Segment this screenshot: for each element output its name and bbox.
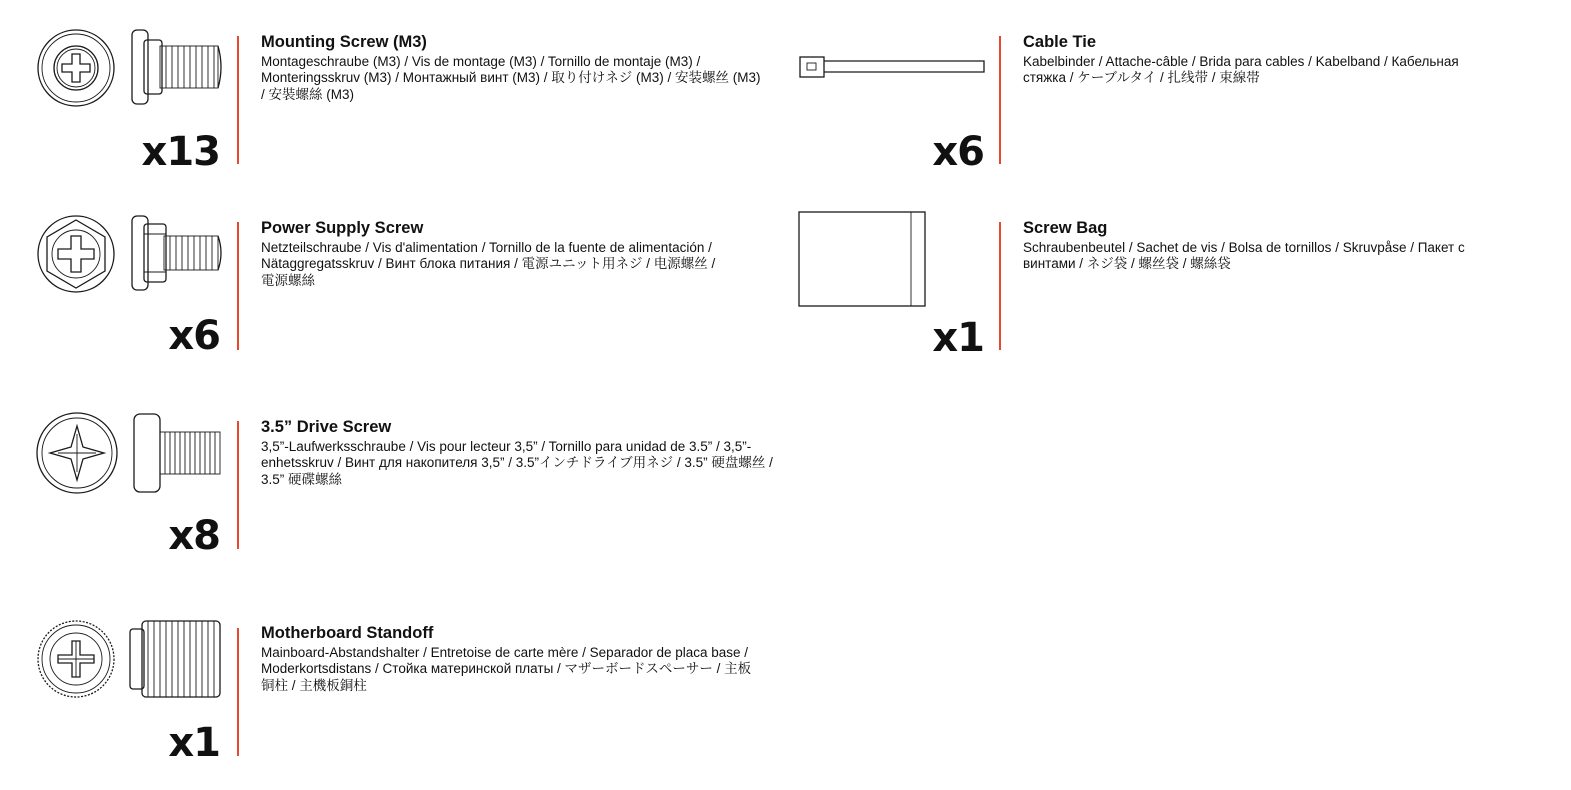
screw-bag-icon xyxy=(798,210,928,310)
accent-divider xyxy=(237,628,239,756)
item-title: Screw Bag xyxy=(1023,219,1108,237)
motherboard-standoff-icon xyxy=(36,619,236,699)
drive-screw-icon xyxy=(36,412,236,494)
quantity-label: x6 xyxy=(168,313,220,359)
quantity-label: x13 xyxy=(141,129,220,175)
item-description: Mainboard-Abstandshalter / Entretoise de carte mère / Separador de placa base / Moderkortsdistans / Стойка материнской платы / マザーボードスペーサー / 主板铜柱 / 主機板銅柱 xyxy=(261,645,752,693)
accent-divider xyxy=(237,421,239,549)
quantity-label: x8 xyxy=(168,513,220,559)
item-description: Schraubenbeutel / Sachet de vis / Bolsa de tornillos / Skruvpåse / Пакет с винтами / ネジ袋 / 螺丝袋 / 螺絲袋 xyxy=(1023,240,1465,272)
accent-divider xyxy=(237,222,239,350)
item-description: Montageschraube (M3) / Vis de montage (M3) / Tornillo de montaje (M3) / Monteringsskruv (M3) / Монтажный винт (M3) / 取り付けネジ (M3) / 安装螺丝 (M3) / 安裝螺絲 (M3) xyxy=(261,54,761,102)
accent-divider xyxy=(999,222,1001,350)
item-description: 3,5”-Laufwerksschraube / Vis pour lecteur 3,5” / Tornillo para unidad de 3.5” / 3,5”-enhetsskruv / Винт для накопителя 3,5” / 3.5”インチドライブ用ネジ / 3.5” 硬盘螺丝 / 3.5” 硬碟螺絲 xyxy=(261,439,773,487)
power-supply-screw-icon xyxy=(36,214,236,294)
cable-tie-icon xyxy=(798,55,988,81)
quantity-label: x6 xyxy=(932,129,984,175)
item-title: Cable Tie xyxy=(1023,33,1097,51)
item-description: Netzteilschraube / Vis d'alimentation / Tornillo de la fuente de alimentación / Nätaggregatsskruv / Винт блока питания / 電源ユニット用ネジ / 电源螺丝 / 電源螺絲 xyxy=(261,240,716,288)
mounting-screw-icon xyxy=(36,28,236,108)
item-title: Mounting Screw (M3) xyxy=(261,33,427,51)
quantity-label: x1 xyxy=(168,720,220,766)
accent-divider xyxy=(237,36,239,164)
item-description: Kabelbinder / Attache-câble / Brida para cables / Kabelband / Кабельная стяжка / ケーブルタイ / 扎线带 / 束線帯 xyxy=(1023,54,1459,86)
quantity-label: x1 xyxy=(932,315,984,361)
item-title: Motherboard Standoff xyxy=(261,624,434,642)
item-title: Power Supply Screw xyxy=(261,219,424,237)
accent-divider xyxy=(999,36,1001,164)
item-title: 3.5” Drive Screw xyxy=(261,418,392,436)
